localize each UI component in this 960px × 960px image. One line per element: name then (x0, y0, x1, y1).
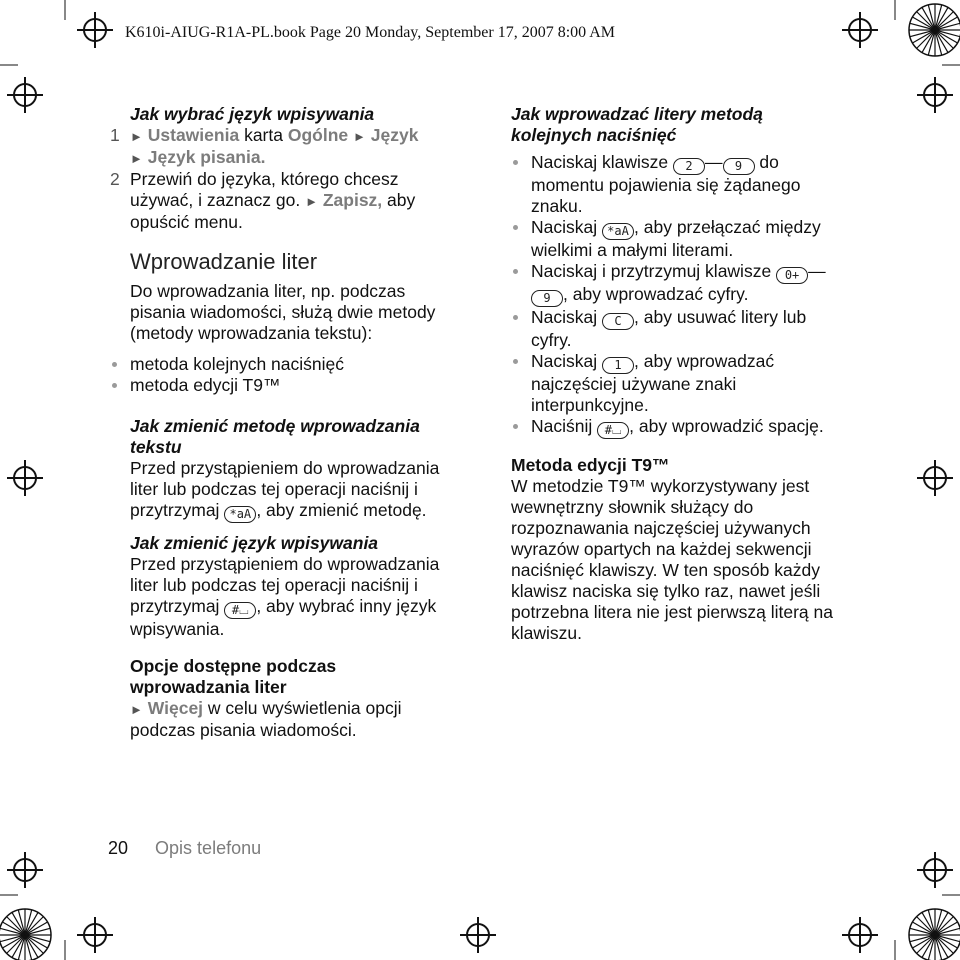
multitap-list (511, 152, 841, 439)
item-text: Naciskaj (531, 217, 598, 237)
arrow-icon: ► (130, 702, 143, 717)
arrow-icon: ► (130, 151, 143, 166)
menu-jezyk-pisania: Język pisania. (147, 147, 266, 167)
page-footer (108, 838, 261, 859)
paragraph-text: w celu wyświetlenia opcji podczas pisania wiadomości. (130, 698, 402, 740)
list-item (511, 217, 841, 261)
item-tail: do momentu pojawienia się żądanego znaku. (531, 152, 801, 216)
lang-heading: Jak wybrać język wpisywania (130, 104, 375, 124)
menu-ogolne: Ogólne (287, 125, 349, 145)
change-lang-paragraph (110, 554, 450, 640)
star-key-icon: *aA (602, 223, 634, 240)
list-item: metoda kolejnych naciśnięć (110, 354, 450, 375)
hash-key-icon: #⌴ (597, 422, 629, 439)
paragraph-text: Przed przystąpieniem do wprowadzania liter lub podczas tej operacji naciśnij i przytrzymaj (130, 554, 440, 616)
list-item (511, 307, 841, 351)
right-column (511, 104, 841, 644)
multitap-heading: Jak wprowadzać litery metodą kolejnych naciśnięć (511, 104, 763, 145)
item-text: Naciskaj (531, 351, 598, 371)
step-number: 1 (110, 125, 120, 145)
item-tail: , aby wprowadzać najczęściej używane znaki interpunkcyjne. (531, 351, 775, 415)
t9-paragraph: W metodzie T9™ wykorzystywany jest wewnętrzny słownik służący do rozpoznawania najczęściej używanych wyrazów opartych na każdej sekwencji naciśnięć klawiszy. W ten sposób każdy klawisz naciska się tylko raz, nawet jeśli potrzebna litera nie jest pierwszą literą na klawiszu. (511, 476, 833, 643)
options-paragraph (110, 698, 450, 741)
item-text: Naciskaj (531, 307, 598, 327)
options-heading: Opcje dostępne podczas wprowadzania liter (130, 656, 337, 697)
item-text: Naciskaj i przytrzymuj klawisze (531, 261, 772, 281)
arrow-icon: ► (305, 194, 318, 209)
left-column (110, 104, 450, 741)
arrow-icon: ► (353, 129, 366, 144)
menu-jezyk: Język (370, 125, 419, 145)
paragraph-tail: , aby wybrać inny język wpisywania. (130, 596, 437, 639)
change-method-paragraph (110, 458, 450, 523)
t9-heading: Metoda edycji T9™ (511, 455, 670, 475)
menu-wiecej: Więcej (147, 698, 204, 718)
step-number: 2 (110, 169, 120, 189)
paragraph-tail: , aby zmienić metodę. (256, 500, 427, 520)
step-1 (110, 125, 450, 169)
step-2 (110, 169, 450, 233)
karta-label: karta (244, 125, 283, 145)
hash-key-icon: #⌴ (224, 602, 256, 619)
paragraph-text: Przed przystąpieniem do wprowadzania liter lub podczas tej operacji naciśnij i przytrzymaj (130, 458, 440, 520)
item-tail: , aby przełączać między wielkimi a małymi literami. (531, 217, 821, 260)
key-9-icon: 9 (723, 158, 755, 175)
step-text: Przewiń do języka, którego chcesz używać, i zaznacz go. (130, 169, 399, 210)
menu-zapisz: Zapisz, (322, 190, 383, 210)
star-key-icon: *aA (224, 506, 256, 523)
change-lang-heading: Jak zmienić język wpisywania (130, 533, 379, 553)
page-number: 20 (108, 838, 129, 858)
key-1-icon: 1 (602, 357, 634, 374)
change-method-heading: Jak zmienić metodę wprowadzania tekstu (130, 416, 420, 457)
item-text: Naciśnij (531, 416, 593, 436)
item-tail: , aby wprowadzać cyfry. (563, 284, 749, 304)
item-tail: , aby usuwać litery lub cyfry. (531, 307, 807, 350)
item-tail: , aby wprowadzić spację. (629, 416, 824, 436)
section-name: Opis telefonu (155, 838, 262, 858)
key-9-icon: 9 (531, 290, 563, 307)
key-2-icon: 2 (673, 158, 705, 175)
key-0-icon: 0+ (776, 267, 808, 284)
list-item (511, 351, 841, 416)
step-text-tail: aby opuścić menu. (130, 190, 416, 232)
intro-paragraph: Do wprowadzania liter, np. podczas pisania wiadomości, służą dwie metody (metody wprowadzania tekstu): (130, 281, 436, 343)
list-item: Naciskaj i przytrzymuj klawisze 0+ — 9 , aby wprowadzać cyfry. (511, 261, 841, 307)
methods-list (110, 354, 450, 396)
list-item (511, 416, 841, 439)
menu-ustawienia: Ustawienia (147, 125, 240, 145)
clear-key-icon: C (602, 313, 634, 330)
item-text: Naciskaj klawisze (531, 152, 669, 172)
running-header: K610i-AIUG-R1A-PL.book Page 20 Monday, September 17, 2007 8:00 AM (125, 24, 616, 41)
list-item: Naciskaj klawisze 2 — 9 do momentu pojawienia się żądanego znaku. (511, 152, 841, 217)
arrow-icon: ► (130, 129, 143, 144)
list-item: metoda edycji T9™ (110, 375, 450, 396)
section-title: Wprowadzanie liter (130, 249, 318, 274)
